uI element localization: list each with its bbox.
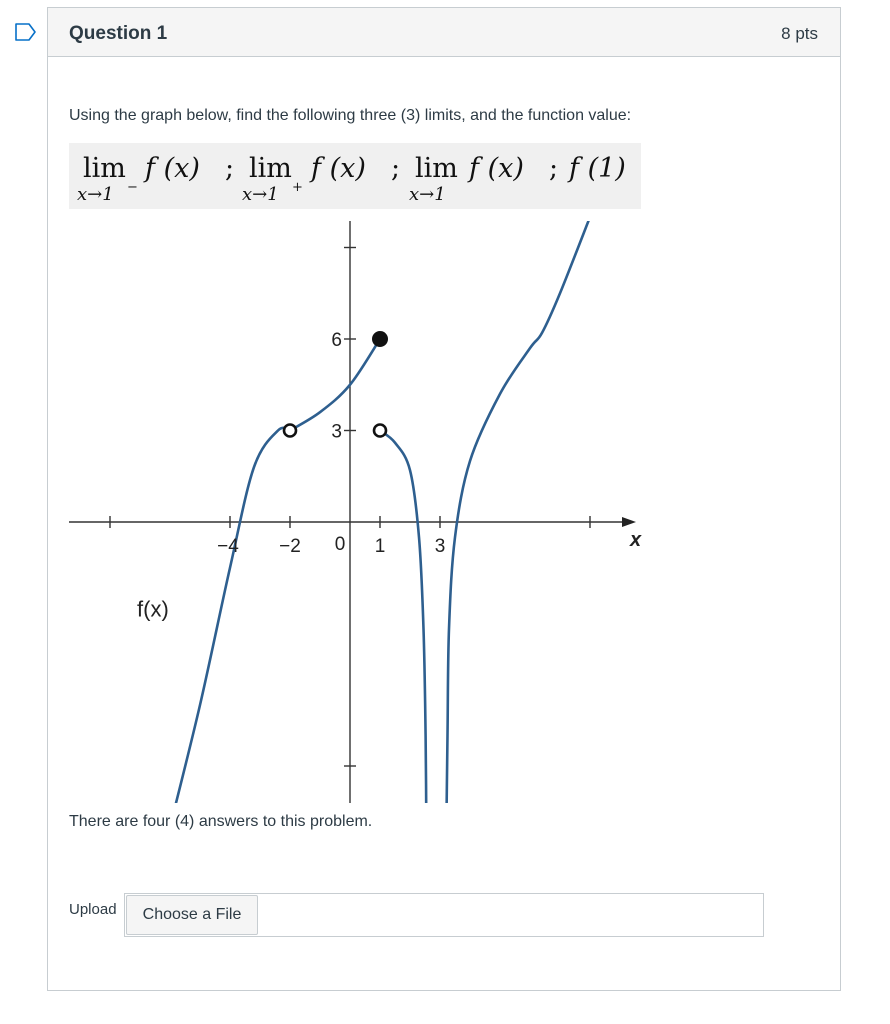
choose-file-button[interactable]: Choose a File — [126, 895, 258, 935]
value-expr: f (1) — [569, 153, 626, 184]
curve-segment-4 — [446, 221, 590, 803]
question-title: Question 1 — [69, 23, 168, 44]
limits-expression — [69, 143, 641, 209]
sub-right-sup: + — [292, 180, 303, 195]
y-tick-label: 3 — [331, 421, 342, 443]
upload-label: Upload — [69, 901, 117, 918]
lim-both: lim — [415, 153, 458, 184]
curve-label: f(x) — [137, 596, 169, 622]
question-prompt: Using the graph below, find the following three (3) limits, and the function value: — [69, 107, 632, 124]
curve-segment-2 — [290, 339, 380, 431]
expr-left: f (x) — [145, 153, 200, 184]
x-tick-label: 3 — [434, 536, 446, 557]
lim-right: lim — [249, 153, 292, 184]
x-tick-label: 1 — [374, 536, 386, 557]
sub-right: x→1 — [242, 184, 279, 205]
sep-3: ; — [549, 153, 559, 184]
sep-2: ; — [391, 153, 401, 184]
question-points: 8 pts — [781, 24, 818, 43]
curve-segment-3 — [380, 431, 427, 804]
answers-note: There are four (4) answers to this problem. — [69, 813, 373, 830]
expr-both: f (x) — [469, 153, 524, 184]
x-axis-arrow — [622, 517, 636, 527]
function-graph — [69, 221, 669, 803]
flag-question-icon[interactable] — [14, 22, 38, 42]
x-axis-label: x — [630, 529, 642, 551]
sub-both: x→1 — [409, 184, 446, 205]
sub-left-sup: − — [127, 180, 138, 195]
open-point — [284, 425, 296, 437]
open-point — [374, 425, 386, 437]
x-tick-label: −2 — [279, 536, 301, 557]
origin-label: 0 — [334, 534, 346, 555]
x-tick-label: −4 — [217, 536, 239, 557]
question-header — [48, 8, 840, 57]
question-card — [47, 7, 841, 991]
sub-left: x→1 — [77, 184, 114, 205]
closed-point — [372, 331, 388, 347]
file-upload-field[interactable] — [124, 893, 764, 937]
sep-1: ; — [225, 153, 235, 184]
y-tick-label: 6 — [331, 330, 342, 351]
expr-right: f (x) — [311, 153, 366, 184]
lim-left: lim — [83, 153, 126, 184]
curve-segment-1 — [170, 428, 290, 803]
